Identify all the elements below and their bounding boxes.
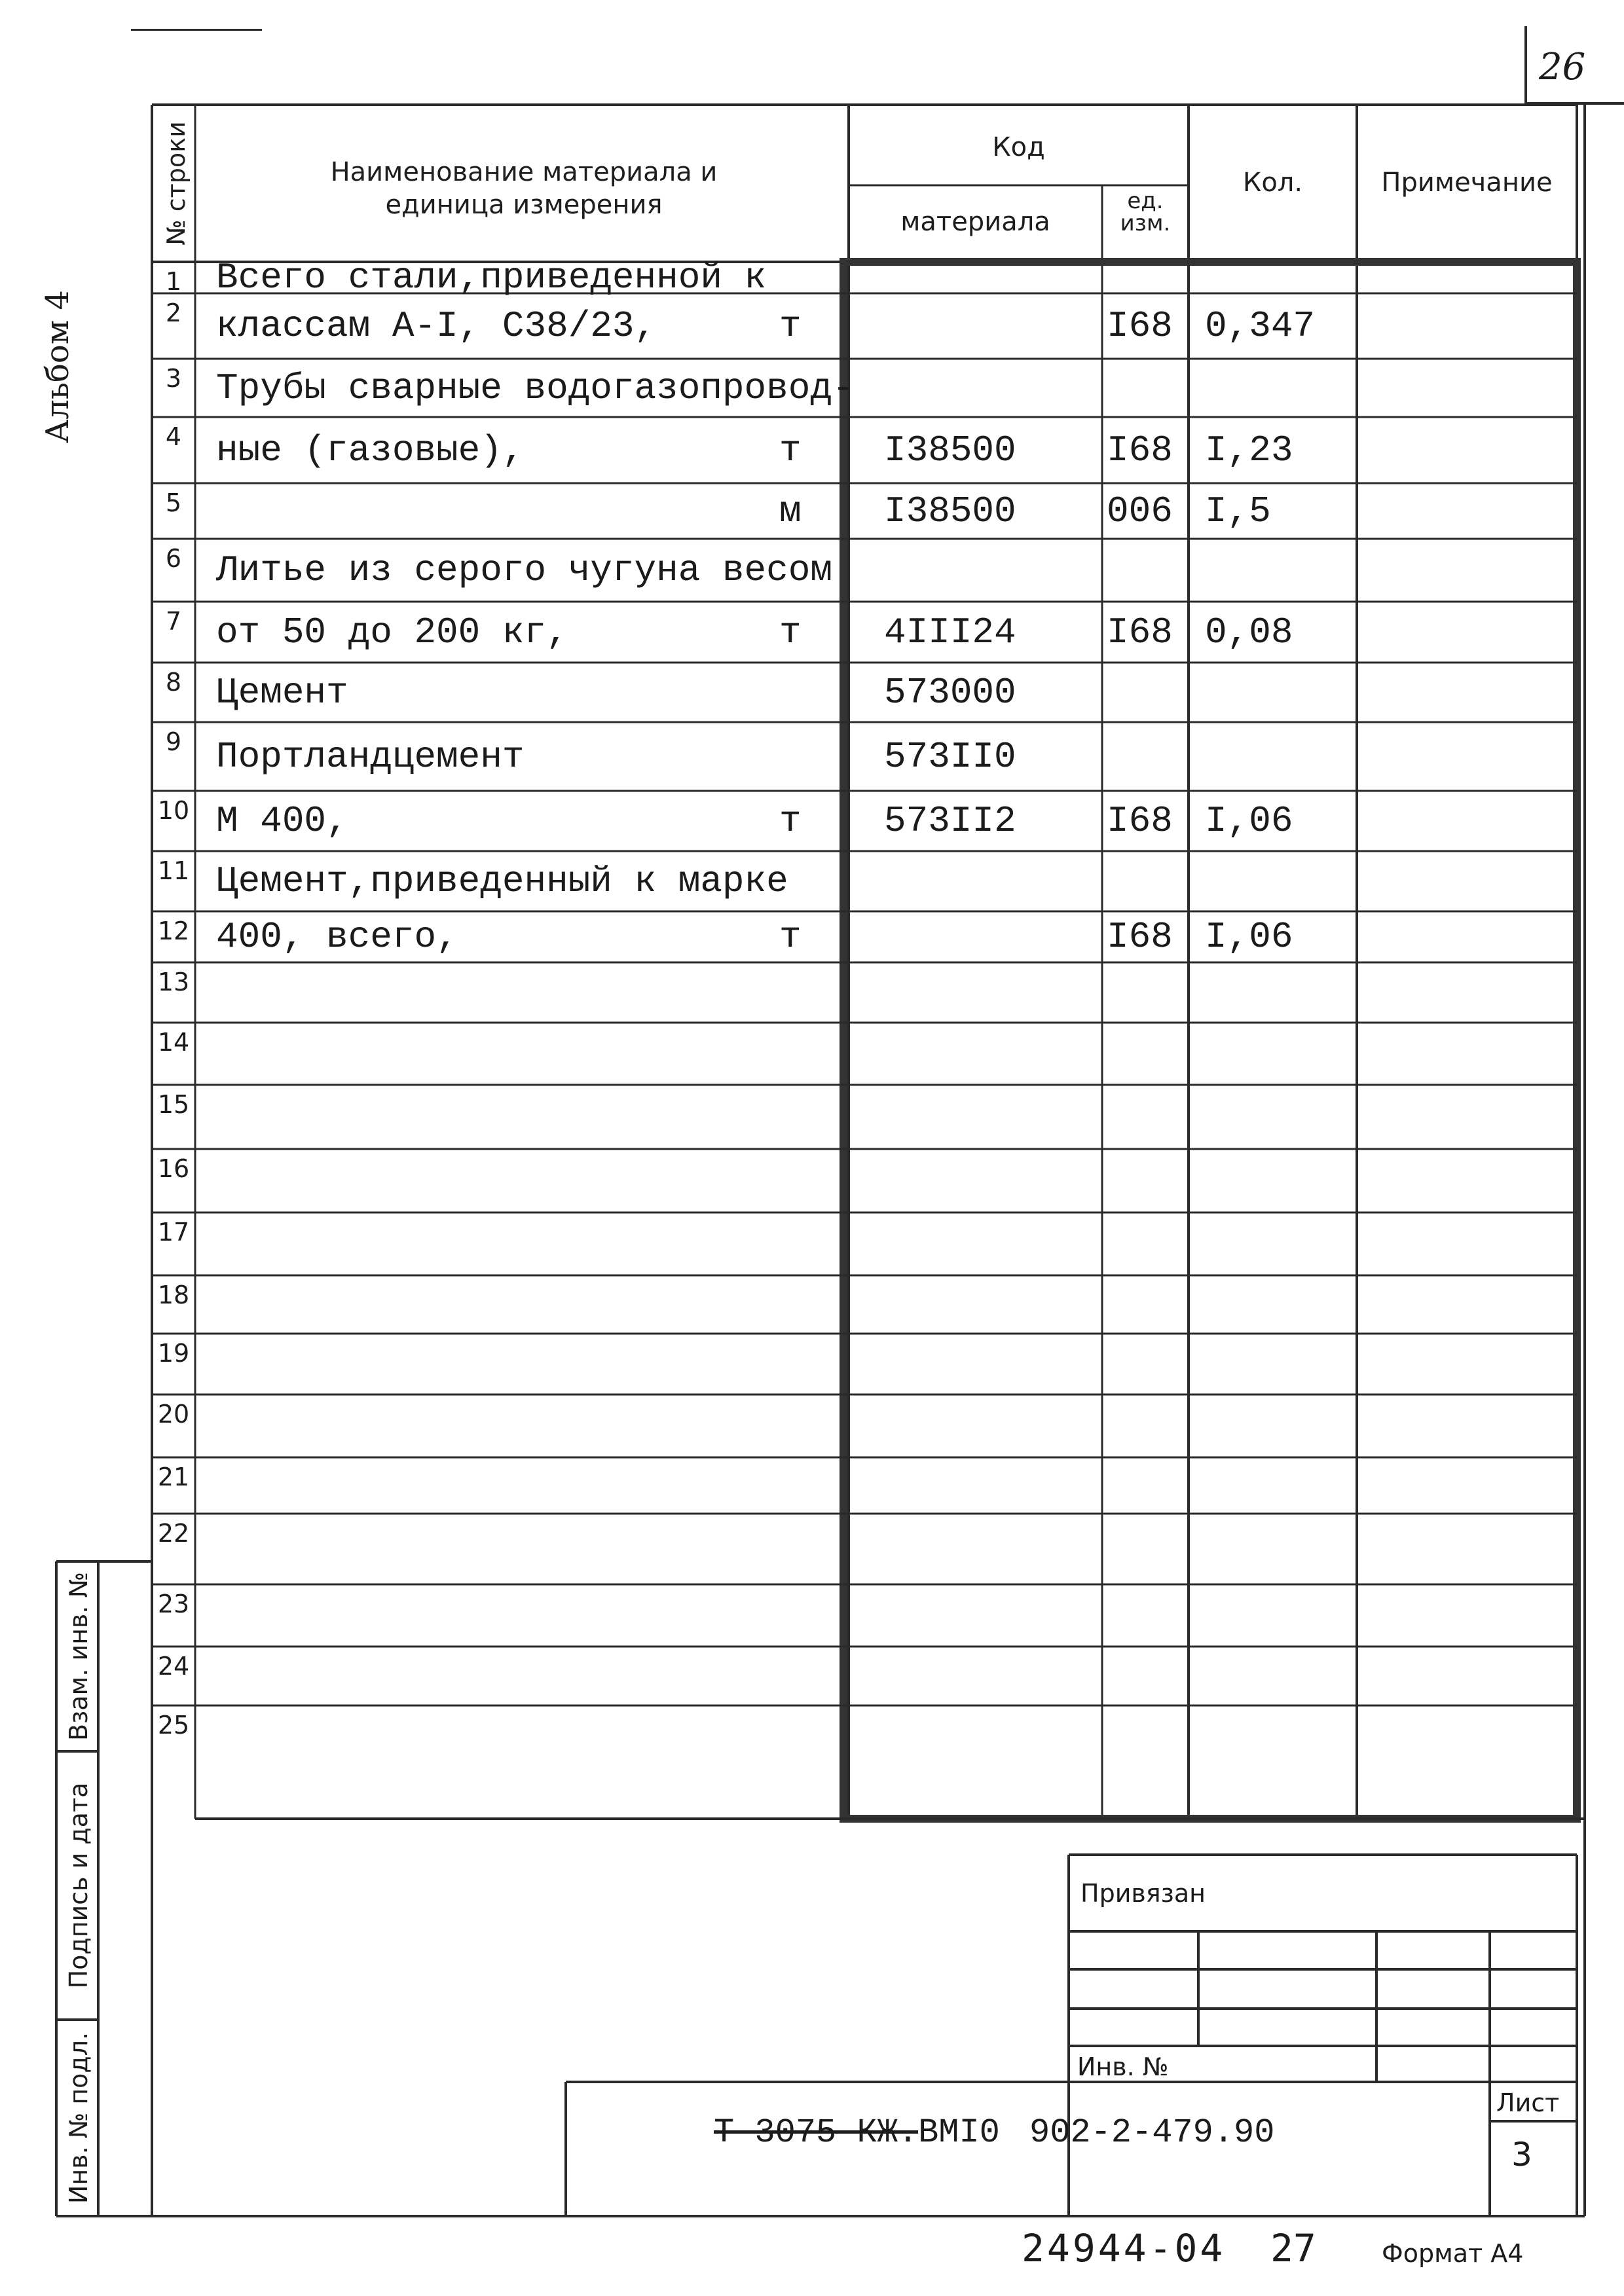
row-qty: 0,347	[1205, 305, 1316, 347]
row-name: 400, всего,	[216, 916, 458, 958]
row-code: I38500	[884, 429, 1016, 471]
row-number: 14	[157, 1028, 190, 1057]
document-code-suffix: ВМI0	[918, 2113, 1000, 2152]
row-number: 24	[157, 1652, 190, 1681]
row-name: М 400,	[216, 800, 348, 842]
footer-page: 27	[1270, 2226, 1316, 2270]
row-unit: I68	[1107, 800, 1173, 842]
row-unit-letter: т	[779, 429, 802, 471]
row-code: 4III24	[884, 611, 1016, 653]
row-number: 25	[157, 1711, 190, 1740]
row-number: 19	[157, 1339, 190, 1368]
row-number: 4	[165, 422, 182, 451]
row-unit: I68	[1107, 916, 1173, 958]
row-qty: I,06	[1205, 800, 1293, 842]
row-name: Цемент,приведенный к марке	[216, 860, 788, 902]
row-qty: I,5	[1205, 490, 1271, 532]
row-unit-letter: м	[779, 490, 802, 532]
header-qty: Кол.	[1242, 168, 1303, 198]
row-number: 10	[157, 796, 190, 825]
row-number: 7	[165, 607, 182, 636]
row-unit-letter: т	[779, 305, 802, 347]
row-number: 15	[157, 1090, 190, 1119]
privyazan-label: Привязан	[1080, 1879, 1206, 1908]
header-material: материала	[900, 207, 1050, 237]
row-number: 21	[157, 1463, 190, 1491]
album-label: Альбом 4	[39, 290, 76, 443]
row-name: от 50 до 200 кг,	[216, 611, 568, 653]
header-row-no-text: № строки	[162, 121, 191, 246]
row-qty: 0,08	[1205, 611, 1293, 653]
row-name: Трубы сварные водогазопровод-	[216, 367, 855, 409]
row-name: классам А-I, С38/23,	[216, 305, 657, 347]
row-number: 18	[157, 1281, 190, 1309]
header-code: Код	[992, 132, 1045, 162]
row-number: 2	[165, 299, 182, 327]
footer-number: 24944-04	[1022, 2226, 1226, 2270]
header-name: Наименование материала и единица измерения	[330, 157, 718, 220]
row-code: 573II0	[884, 735, 1016, 778]
row-number: 12	[157, 917, 190, 945]
header-note: Примечание	[1381, 168, 1553, 198]
row-unit: I68	[1107, 305, 1173, 347]
row-code: 573II2	[884, 800, 1016, 842]
row-number: 8	[165, 668, 182, 697]
row-unit: I68	[1107, 429, 1173, 471]
row-code: 573000	[884, 671, 1016, 714]
row-code: I38500	[884, 490, 1016, 532]
row-number: 5	[165, 488, 182, 517]
row-number: 22	[157, 1519, 190, 1548]
side-vzam-inv: Взам. инв. №	[64, 1572, 93, 1741]
document-code-new: 902-2-479.90	[1029, 2113, 1275, 2152]
row-qty: I,06	[1205, 916, 1293, 958]
row-number: 16	[157, 1154, 190, 1183]
row-number: 3	[165, 364, 182, 393]
side-inv-podl: Инв. № подл.	[64, 2032, 93, 2204]
side-podpis-data: Подпись и дата	[64, 1782, 93, 1989]
row-number: 9	[165, 727, 182, 756]
document-code	[714, 2113, 1274, 2152]
row-unit-letter: т	[779, 611, 802, 653]
row-number: 13	[157, 968, 190, 996]
row-unit: I68	[1107, 611, 1173, 653]
row-name: Цемент	[216, 671, 348, 714]
header-unit: ед. изм.	[1120, 188, 1171, 236]
row-name: Литье из серого чугуна весом	[216, 549, 832, 591]
row-number: 23	[157, 1590, 190, 1618]
row-unit-letter: т	[779, 916, 802, 958]
row-unit-letter: т	[779, 800, 802, 842]
footer-format: Формат А4	[1382, 2239, 1524, 2268]
row-number: 20	[157, 1400, 190, 1429]
inv-no-label: Инв. №	[1077, 2052, 1169, 2081]
row-name: Портландцемент	[216, 735, 525, 778]
page-number: 26	[1539, 46, 1586, 88]
sheet-label: Лист	[1496, 2088, 1560, 2117]
document-code-old: Т 3075-КЖ.	[714, 2113, 919, 2152]
row-number: 1	[165, 267, 182, 296]
sheet-number: 3	[1511, 2136, 1532, 2174]
row-qty: I,23	[1205, 429, 1293, 471]
row-number: 17	[157, 1218, 190, 1247]
row-unit: 006	[1107, 490, 1173, 532]
row-number: 6	[165, 544, 182, 573]
row-name: Всего стали,приведенной к	[216, 257, 767, 299]
row-name: ные (газовые),	[216, 429, 525, 471]
row-number: 11	[157, 856, 190, 885]
